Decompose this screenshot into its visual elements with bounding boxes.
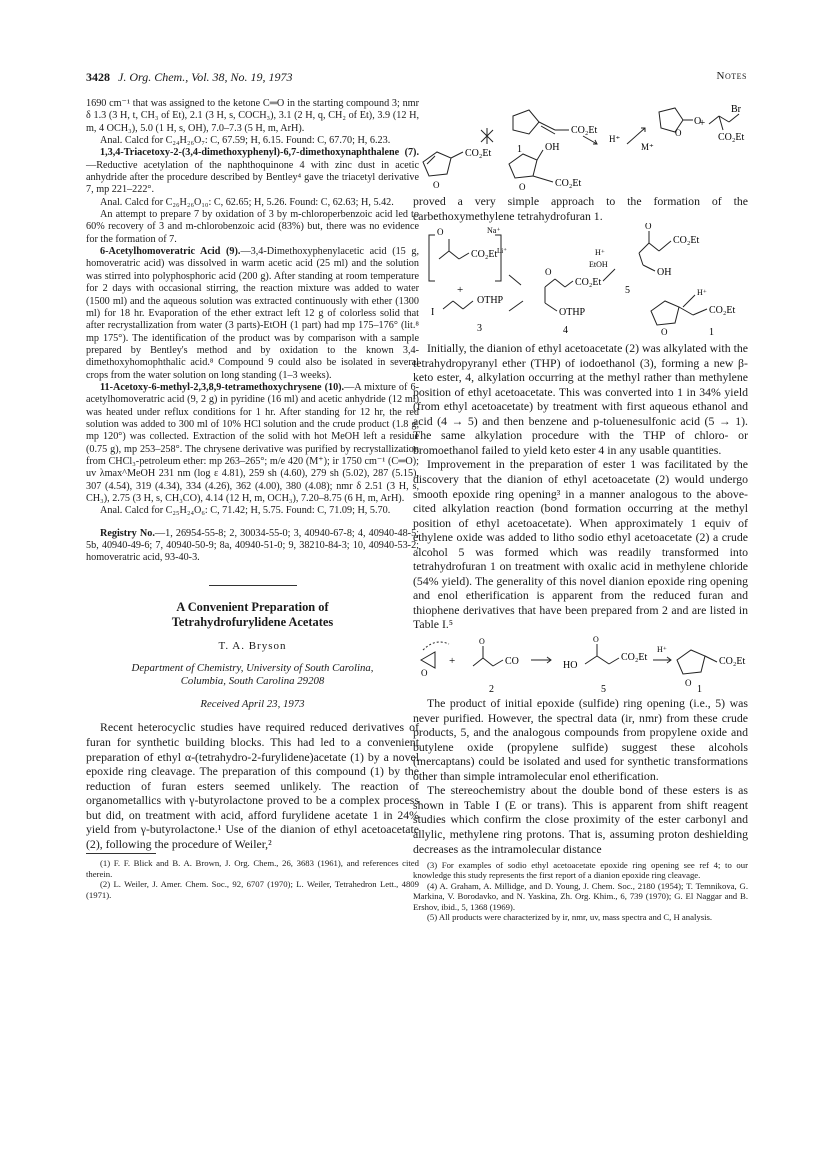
footnote: (3) For examples of sodio ethyl acetoacetate epoxide ring opening see ref 4; to our knowledge this study represents the first report of a dianion epoxide ring cleavage. (413, 860, 748, 881)
scheme-label-co2et: CO₂Et (718, 132, 745, 143)
paragraph: The stereochemistry about the double bond of these esters is as shown in Table I (E or trans). This is apparent from shift reagent studies which confirm the close proximity of the ester carbonyl and allylic, methylene ring protons. That is, assuming proton deshielding decreases as the intramolecular distance (413, 783, 748, 856)
scheme-label-co2et: CO₂Et (465, 148, 492, 159)
scheme-label-2: 2 (489, 684, 494, 696)
scheme-plus: + (449, 655, 456, 668)
registry-body: —1, 26954-55-8; 2, 30034-55-0; 3, 40940-67-8; 4, 40940-48-5; 5b, 40940-49-6; 7, 40940-50-9; 8a, 40940-51-0; 9, 38210-84-3; 10, 40940-53-2; homoveratric acid, 93-40-3. (86, 527, 419, 564)
paragraph (86, 246, 419, 382)
author: T. A. Bryson (218, 639, 287, 652)
scheme-label-1: 1 (517, 144, 522, 155)
scheme-label-o: O (421, 668, 428, 679)
footnote: (1) F. F. Blick and B. A. Brown, J. Org. Chem., 26, 3683 (1961), and references cited therein. (86, 858, 419, 879)
paragraph (86, 147, 419, 196)
left-column (86, 98, 419, 900)
compound-heading: 6-Acetylhomoveratric Acid (9). (100, 246, 241, 258)
scheme-label-o: O (645, 223, 652, 232)
paragraph: 1690 cm⁻¹ that was assigned to the ketone C═O in the starting compound 3; nmr δ 1.3 (3 H, t, CH₃ of Et), 2.1 (3 H, s, COCH₃), 3.1 (2 H, q, CH₂ of Et), 3.9 (12 H, m, 4 OCH₃), 5.0 (1 H, s, OH), 7.0–7.3 (5 H, m, ArH). (86, 98, 419, 134)
scheme-label-na: Na⁺ (487, 226, 501, 236)
scheme-label-br: Br (731, 104, 741, 115)
paragraph: Initially, the dianion of ethyl acetoacetate (2) was alkylated with the tetrahydropyranyl ether (THP) of iodoethanol (3), forming a new β-keto ester, 4, alkylation occurring at the methyl rather than methylene position of ethyl acetoacetate. This was converted into 1 in 34% yield (from ethyl acetoacetate) by treatment with first aqueous ethanol and acid (4 → 5) and then benzene and p-toluenesulfonic acid (5 → 1). The same alkylation procedure with the THP of chloro- or bromoethanol failed to yield keto ester 4 in any usable quantities. (413, 341, 748, 457)
footnote: (5) All products were characterized by ir, nmr, uv, mass spectra and C, H analysis. (427, 912, 713, 923)
scheme-epoxide-drawing (413, 632, 748, 696)
scheme-label-o: O (437, 227, 444, 238)
scheme-label-co2et: CO₂Et (575, 277, 602, 289)
paragraph-body: —3,4-Dimethoxyphenylacetic acid (15 g, homoveratric acid) was dissolved in warm acetic acid (25 ml) and the solution was stirred into polyphosphoric acid (200 g). After standing at room temperature for 2 days with occasional stirring, the reaction mixture was added to water (1500 ml) and the aqueous solution was extracted continuously with ether (1300 ml) for 18 hr. Evaporation of the ether extract left 12 g of colorless solid that after recrystallization from water (3 parts)-EtOH (1 part) had mp 175–176° (lit.⁸ mp 175°). The identification of the product was by comparison with a sample prepared by Bentley's method and by oxidation to the known 3,4-dimethoxyhomophthalic acid.⁸ Compound 9 could also be isolated in several crops from the water solution on long standing (1–3 weeks). (86, 246, 419, 381)
paragraph: proved a very simple approach to the formation of the carbethoxymethylene tetrahydrofuran 1. (413, 194, 748, 223)
scheme-label-co2et: CO₂Et (621, 652, 648, 664)
scheme-label-4: 4 (563, 325, 568, 337)
scheme-label-3: 3 (477, 323, 482, 335)
paragraph (86, 382, 419, 505)
scheme-label-1: 1 (709, 327, 714, 339)
scheme-label-li: Li⁺ (497, 247, 507, 256)
right-column (413, 98, 748, 922)
article-title-line-2: Tetrahydrofurylidene Acetates (171, 614, 334, 629)
scheme-label-hplus: H⁺ (595, 248, 605, 258)
analysis-paragraph: Anal. Calcd for C₂₄H₂₆O₇: C, 67.59; H, 6.15. Found: C, 67.70; H, 6.23. (100, 135, 391, 147)
section-label: Notes (716, 70, 747, 82)
scheme-label-co: CO (505, 656, 519, 668)
scheme-label-oh: OH (545, 142, 560, 153)
scheme-label-o: O (661, 327, 668, 338)
affiliation-line-2: Columbia, South Carolina 29208 (180, 675, 325, 688)
scheme-label-co2et: CO₂Et (709, 305, 736, 317)
scheme-label-hplus: H⁺ (657, 645, 667, 655)
scheme-plus: + (699, 117, 706, 129)
scheme-label-co2et: CO₂Et (719, 656, 746, 668)
paragraph: An attempt to prepare 7 by oxidation of 3 by m-chloroperbenzoic acid led to 60% recovery of 3 and m-chlorobenzoic acid (83%) but, there was no evidence for the formation of 7. (86, 209, 419, 245)
page-number: 3428 (86, 70, 110, 84)
scheme-middle-drawing (413, 223, 748, 341)
footnote-rule (86, 853, 156, 854)
intro-paragraph: Recent heterocyclic studies have required reduced derivatives of furan for synthetic building blocks. This had led to a convenient preparation of ethyl α-(tetrahydro-2-furylidene)acetate (1) by a novel epoxide ring cleavage. The preparation of this compound (1) by the reduction of furan esters seemed unlikely. The reaction of organometallics with γ-butyrolactone proved to be a complex process but did, on treatment with acid, afford furylidene acetate 1 in 24% yield from γ-butyrolactone.¹ Use of the dianion of ethyl acetoacetate (2), following the procedure of Weiler,² (86, 720, 419, 851)
scheme-label-o: O (545, 267, 552, 278)
affiliation-line-1: Department of Chemistry, University of South Carolina, (131, 662, 374, 675)
scheme-label-co2et: CO₂Et (555, 178, 582, 189)
received-date: Received April 23, 1973 (200, 698, 305, 711)
scheme-label-5: 5 (625, 285, 630, 297)
scheme-label-oh: OH (657, 267, 672, 279)
scheme-label-mplus: M⁺ (641, 142, 654, 152)
scheme-label-o: O (433, 180, 440, 190)
compound-heading: 11-Acetoxy-6-methyl-2,3,8,9-tetramethoxychrysene (10). (100, 381, 345, 393)
scheme-label-hplus: H⁺ (609, 134, 621, 144)
paragraph: The product of initial epoxide (sulfide) ring opening (i.e., 5) was never purified. However, the spectral data (ir, nmr) from these crude products, 5, and the analogous compounds from propylene oxide and butylene oxide (propylene sulfide) suggest these alcohols (mercaptans) could be isolated and used for synthetic transformations other than simple intramolecular enol etherification. (413, 696, 748, 783)
scheme-label-o: O (593, 635, 599, 645)
scheme-label-othp: OTHP (477, 295, 504, 307)
scheme-label-co2et: CO₂Et (673, 235, 700, 247)
scheme-top-drawing (413, 98, 748, 194)
header-left (86, 70, 293, 85)
scheme-label-co2et: CO₂Et (471, 249, 498, 261)
paragraph-body: —Reductive acetylation of the naphthoquinone 4 with zinc dust in acetic anhydride after the procedure described by Bentley⁴ gave the triacetyl derivative 7, mp 221–222°. (86, 159, 419, 196)
journal-citation: J. Org. Chem., Vol. 38, No. 19, 1973 (118, 70, 293, 84)
article-title-line-1: A Convenient Preparation of (176, 599, 329, 614)
registry-heading: Registry No. (100, 527, 155, 539)
running-header (86, 70, 747, 90)
scheme-epoxide (413, 632, 748, 696)
paragraph: Improvement in the preparation of ester 1 was facilitated by the discovery that the dianion of ethyl acetoacetate (2) would undergo smooth epoxide ring opening³ in a manner analogous to the above-cited alkylation reaction (bond formation occurring at the methyl position of ethyl acetoacetate). When approximately 1 equiv of ethylene oxide was added to litho sodio ethyl acetoacetate (2) a crude alcohol 5 was formed which was readily transformed into tetrahydrofuran 1 on treatment with oxalic acid in methylene chloride (54% yield). The generality of this novel dianion epoxide ring opening and enol etherification is apparent from the reduced furan and thiophene derivatives that have been prepared from 2 and are listed in Table I.⁵ (413, 457, 748, 632)
scheme-label-5: 5 (601, 684, 606, 696)
scheme-label-i: I (431, 307, 435, 319)
scheme-label-o: O (694, 116, 702, 127)
scheme-label-co2et: CO₂Et (571, 125, 598, 136)
scheme-label-hplus: H⁺ (697, 288, 707, 298)
scheme-label-othp: OTHP (559, 307, 586, 319)
scheme-label-1: 1 (697, 684, 702, 696)
footnote: (4) A. Graham, A. Millidge, and D. Young, J. Chem. Soc., 2180 (1954); T. Temnikova, G. Markina, V. Borodavko, and N. Yaskina, Zh. Org. Khim., 6, 739 (1970); G. El Naggar and B. Ershov, ibid., 5, 1368 (1969). (413, 880, 748, 912)
registry-paragraph (86, 528, 419, 565)
scheme-label-o: O (479, 637, 485, 647)
scheme-label-ho: HO (563, 660, 578, 672)
scheme-label-o: O (685, 678, 692, 689)
paragraph-body: —A mixture of 6-acetylhomoveratric acid (9, 2 g) in pyridine (16 ml) and acetic anhydride (12 ml) was heated under reflux conditions for 1 hr. After standing for 12 hr, the red solution was added to 300 ml of 10% HCl solution and the crude product (1.8 g, mp 120°) was collected. Extraction of the solid with hot MeOH left a residue (0.75 g), mp 253–258°. The chrysene derivative was purified by recrystallization from CHCl₃-petroleum ether: mp 263–265°; m/e 420 (M⁺); ir 1750 cm⁻¹ (C═O); uv λmax^MeOH 231 nm (log ε 4.81), 259 sh (4.60), 279 sh (5.02), 287 (5.15), 307 (4.54), 319 (4.34), 334 (4.26), 362 (4.00), 380 (4.08); nmr δ 2.51 (3 H, s, CH₃), 2.75 (3 H, s, CH₃CO), 4.14 (12 H, m, OCH₃), 7.20–8.75 (6 H, m, ArH). (86, 381, 419, 504)
scheme-label-o: O (519, 182, 526, 192)
footnote: (2) L. Weiler, J. Amer. Chem. Soc., 92, 6707 (1970); L. Weiler, Tetrahedron Lett., 4809 (1971). (86, 879, 419, 900)
scheme-top (413, 98, 748, 194)
scheme-label-o: O (675, 128, 682, 138)
scheme-plus: + (457, 284, 464, 297)
scheme-middle (413, 223, 748, 341)
compound-heading: 1,3,4-Triacetoxy-2-(3,4-dimethoxyphenyl)-6,7-dimethoxynaphthalene (7). (100, 147, 419, 159)
scheme-label-etoh: EtOH (589, 260, 608, 270)
analysis-paragraph: Anal. Calcd for C₂₆H₂₆O₁₀: C, 62.65; H, 5.26. Found: C, 62.63; H, 5.42. (100, 196, 394, 208)
analysis-paragraph: Anal. Calcd for C₂₅H₂₄O₆: C, 71.42; H, 5.75. Found: C, 71.09; H, 5.70. (100, 505, 391, 517)
